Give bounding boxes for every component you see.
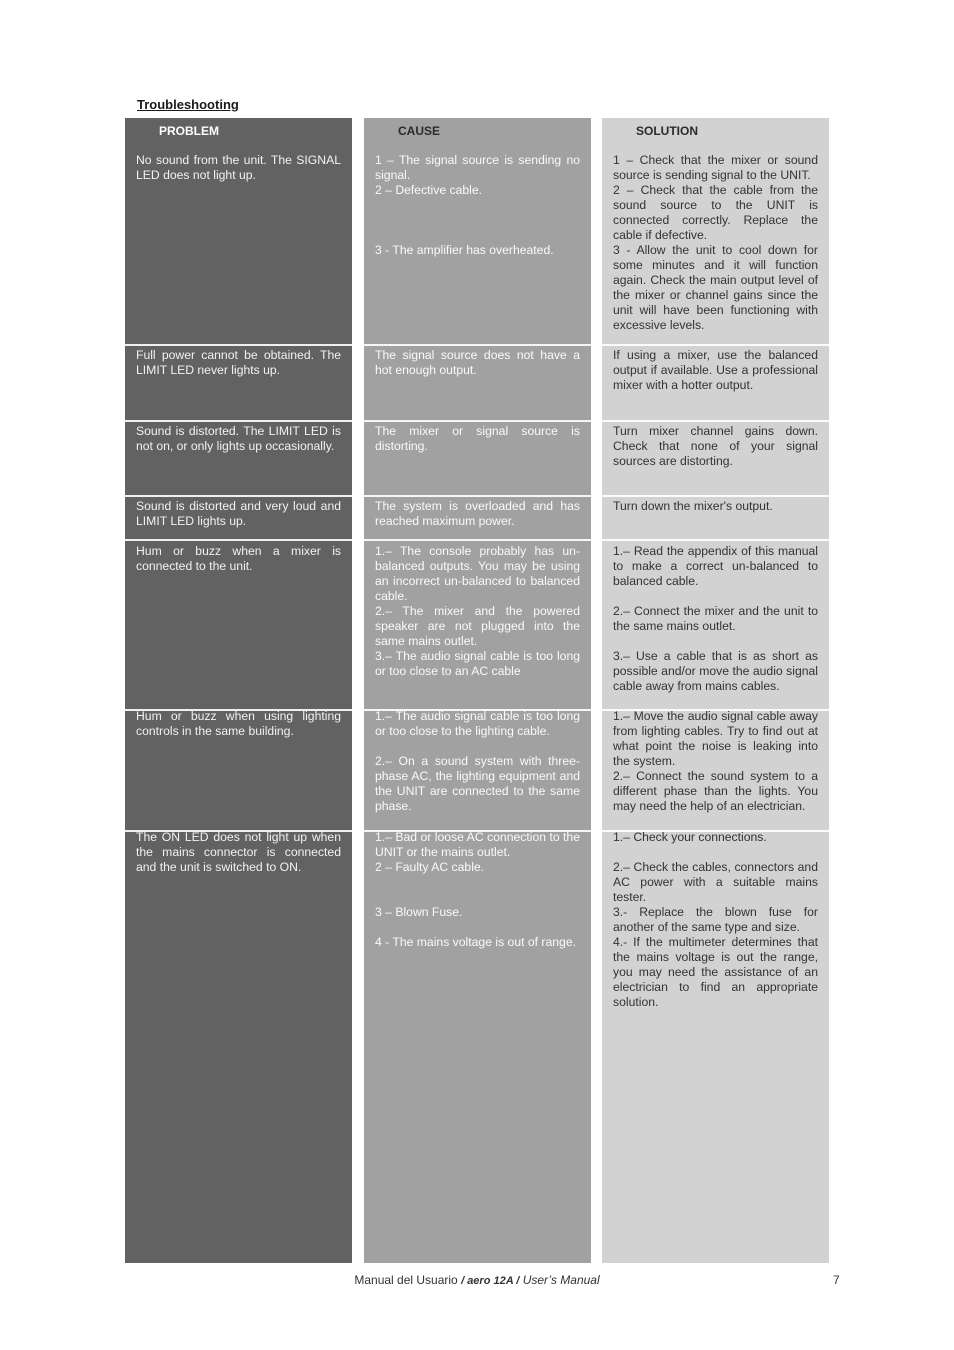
row-divider (125, 420, 352, 422)
row-divider (125, 495, 352, 497)
cause-column (364, 118, 591, 1263)
problem-cell: No sound from the unit. The SIGNAL LED does not light up. (136, 153, 341, 182)
row-divider (602, 539, 829, 541)
footer-users-manual: User’s Manual (519, 1273, 600, 1287)
row-divider (602, 420, 829, 422)
footer-model: / aero 12A / (461, 1275, 520, 1287)
footer-manual-label: Manual del Usuario (354, 1273, 462, 1287)
cause-cell: 1.– The console probably has un-balanced outputs. You may be using an incorrect un-balanced to balanced cable. 2.– The mixer and the powered speaker are not plugged into the same mains outlet. 3.– The audio signal cable is too long or too close to an AC cable (375, 544, 580, 678)
problem-cell: Sound is distorted and very loud and LIMIT LED lights up. (136, 499, 341, 528)
cause-cell: The mixer or signal source is distorting. (375, 424, 580, 453)
cause-cell: 1.– The audio signal cable is too long or too close to the lighting cable. 2.– On a sound system with three-phase AC, the lighting equipment and the UNIT are connected to the same phase. (375, 709, 580, 813)
row-divider (364, 539, 591, 541)
row-divider (125, 539, 352, 541)
problem-header: PROBLEM (159, 124, 219, 138)
row-divider (364, 495, 591, 497)
footer (0, 1273, 954, 1287)
cause-header: CAUSE (398, 124, 441, 138)
solution-cell: If using a mixer, use the balanced output if available. Use a professional mixer with a hotter output. (613, 348, 818, 392)
cause-cell: The signal source does not have a hot enough output. (375, 348, 580, 377)
problem-column (125, 118, 352, 1263)
cause-cell: 1.– Bad or loose AC connection to the UNIT or the mains outlet. 2 – Faulty AC cable. 3 – Blown Fuse. 4 - The mains voltage is out of range. (375, 830, 580, 949)
solution-header: SOLUTION (636, 124, 698, 138)
problem-cell: Hum or buzz when using lighting controls in the same building. (136, 709, 341, 738)
solution-cell: 1.– Read the appendix of this manual to make a correct un-balanced to balanced cable. 2.– Connect the mixer and the unit to the same mains outlet. 3.– Use a cable that is as short as possible and/or move the audio signal cable away from mains cables. (613, 544, 818, 693)
row-divider (602, 344, 829, 346)
row-divider (125, 344, 352, 346)
problem-cell: Hum or buzz when a mixer is connected to the unit. (136, 544, 341, 573)
solution-cell: 1.– Check your connections. 2.– Check the cables, connectors and AC power with a suitable mains tester. 3.- Replace the blown fuse for another of the same type and size. 4.- If the multimeter determines that the mains voltage is out the range, you may need the assistance of an electrician to find an appropriate solution. (613, 830, 818, 1009)
page-title: Troubleshooting (137, 97, 239, 112)
row-divider (602, 495, 829, 497)
row-divider (364, 420, 591, 422)
problem-cell: Sound is distorted. The LIMIT LED is not on, or only lights up occasionally. (136, 424, 341, 453)
solution-cell: 1 – Check that the mixer or sound source is sending signal to the UNIT. 2 – Check that the cable from the sound source to the UNIT is connected correctly. Replace the cable if defective. 3 - Allow the unit to cool down for some minutes and it will function again. Check the main output level of the mixer or channel gains since the unit will have been functioning with excessive levels. (613, 153, 818, 332)
solution-cell: 1.– Move the audio signal cable away from lighting cables. Try to find out at what point the noise is leaking into the system. 2.– Connect the sound system to a different phase than the lights. You may need the help of an electrician. (613, 709, 818, 813)
cause-cell: The system is overloaded and has reached maximum power. (375, 499, 580, 528)
problem-cell: Full power cannot be obtained. The LIMIT LED never lights up. (136, 348, 341, 377)
row-divider (364, 344, 591, 346)
solution-cell: Turn mixer channel gains down. Check that none of your signal sources are distorting. (613, 424, 818, 468)
cause-cell: 1 – The signal source is sending no signal. 2 – Defective cable. 3 - The amplifier has overheated. (375, 153, 580, 257)
page-number: 7 (833, 1273, 840, 1287)
problem-cell: The ON LED does not light up when the mains connector is connected and the unit is switched to ON. (136, 830, 341, 874)
solution-column (602, 118, 829, 1263)
solution-cell: Turn down the mixer's output. (613, 499, 773, 513)
